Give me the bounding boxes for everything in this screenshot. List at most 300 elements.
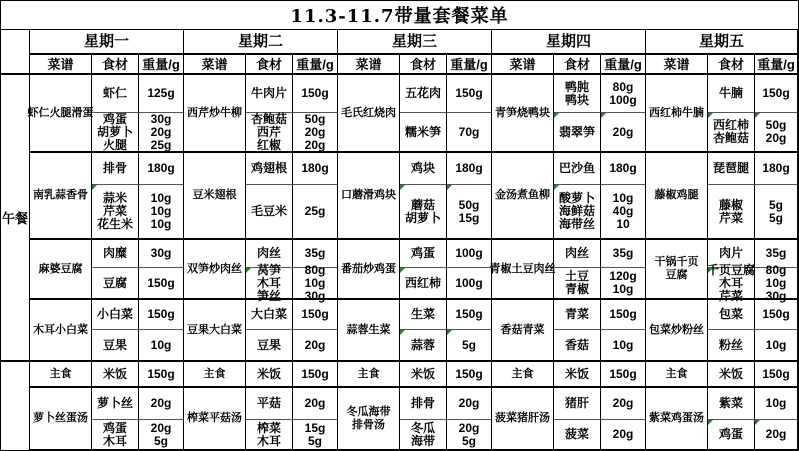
cell-text-line: 20g [458,420,480,435]
ingredient-cell [400,75,447,113]
ingredient-rows [92,240,184,300]
cell-text-line: 紫菜鸡蛋汤 [649,412,704,424]
cell-text-line: 青笋烧鸭块 [495,106,550,119]
weight-cell [601,268,646,300]
cell-text-line: 150g [301,307,329,321]
cell-text-line: 蒜蓉 [410,337,435,352]
ingredient-cell [708,388,755,420]
weight-cell [139,388,184,420]
col-header: 食材 [92,55,139,75]
col-header: 菜谱 [646,55,708,75]
day-header: 星期一 [30,30,184,55]
weight-cell [139,300,184,330]
cell-text-line: 青椒土豆肉丝 [489,262,556,275]
cell-text-line: 15g [304,420,326,435]
dish-name-cell [184,300,246,362]
ingredient-cell [554,75,601,113]
ingredient-row [92,113,184,153]
ingredient-row [400,240,492,268]
day-column [489,30,646,451]
cell-text-line: 青菜 [564,307,589,321]
ingredient-row [92,420,184,451]
cell-text-line: 10g [612,191,634,205]
weight-cell [755,300,798,330]
ingredient-cell [708,300,755,330]
ingredient-row [554,153,646,185]
ingredient-row [554,185,646,240]
cell-text-line: 150g [455,366,483,381]
cell-text-line: 20g [612,124,634,139]
cell-text-line: 杏鲍菇 [712,131,749,145]
ingredient-rows [400,300,492,362]
day-header: 星期四 [492,30,646,55]
dish-name-cell [646,388,708,451]
cell-text-line: 20g [150,420,172,435]
cell-text-line: 主食 [665,367,688,380]
ingredient-row [246,75,338,113]
ingredient-cell [246,113,293,153]
dish-name-cell [338,240,400,300]
ingredient-row [708,300,798,330]
day-column [646,30,798,451]
cell-text-line: 木耳小白菜 [33,323,88,336]
ingredient-cell [554,300,601,330]
dish-group [30,153,184,240]
cell-text-line: 20g [150,396,172,410]
ingredient-row [708,113,798,153]
cell-text-line: 毛氏红烧肉 [341,106,396,119]
ingredient-cell [554,268,601,300]
dish-group [184,153,338,240]
cell-text-line: 排骨汤 [352,418,385,431]
cell-text-line: 豆果 [102,337,127,352]
cell-text-line: 10g [150,217,172,231]
col-header: 重量/g [293,55,338,75]
ingredient-row [708,153,798,185]
comment-flag-icon [708,113,713,118]
ingredient-rows [92,388,184,451]
ingredient-row [707,262,798,303]
ingredient-rows [92,300,184,362]
dish-name-cell [30,362,92,388]
dish-group [338,75,492,153]
ingredient-cell [400,240,447,268]
cell-text-line: 180g [762,161,790,175]
ingredient-rows [400,153,492,240]
cell-text-line: 杏鲍菇 [250,111,287,126]
cell-text-line: 南乳蒜香骨 [33,189,88,201]
weight-cell [139,420,184,451]
dish-name-cell [30,300,92,362]
cell-text-line: 120g [609,269,637,283]
weight-cell [755,75,798,113]
dish-name-cell [338,300,400,362]
cell-text-line: 10 [616,217,630,231]
cell-text-line: 酸萝卜 [558,191,595,205]
ingredient-cell [400,420,447,451]
dish-group [492,300,646,362]
cell-text-line: 10g [765,275,787,290]
ingredient-cell [400,113,447,153]
ingredient-cell [554,420,601,451]
day-column [27,30,184,451]
cell-text-line: 30g [765,288,787,303]
ingredient-cell [92,300,139,330]
ingredient-cell [708,75,755,113]
dish-name-cell [184,240,246,300]
ingredient-rows [554,240,646,300]
ingredient-row [246,262,338,303]
ingredient-cell [400,362,447,388]
cell-text-line: 冬瓜 [410,420,435,435]
cell-text-line: 180g [455,161,483,175]
ingredient-row [708,420,798,451]
cell-text-line: 西芹 [256,124,281,139]
cell-text-line: 30g [150,246,172,260]
ingredient-rows [708,362,798,388]
dish-name-cell [30,240,92,300]
cell-text-line: 鸡翅根 [250,161,287,175]
dish-name-cell [338,362,400,388]
ingredient-row [400,420,492,451]
cell-text-line: 150g [147,307,175,321]
cell-text-line: 米饭 [564,366,589,381]
weight-cell [293,262,338,303]
cell-text-line: 主食 [357,367,380,380]
comment-flag-icon [601,113,606,118]
weight-cell [601,388,646,420]
day-column [184,30,338,451]
weight-cell [601,113,646,153]
cell-text-line: 180g [147,161,175,175]
column-header-row [30,55,184,75]
cell-text-line: 150g [455,86,483,100]
weight-cell [755,153,798,185]
cell-text-line: 藤椒 [718,197,743,212]
ingredient-row [708,388,798,420]
cell-text-line: 30g [304,288,326,303]
cell-text-line: 菠菜猪肝汤 [495,412,550,424]
weight-cell [447,75,492,113]
cell-text-line: 粉丝 [718,337,743,352]
cell-text-line: 70g [458,124,480,139]
dish-name-cell [646,362,708,388]
cell-text-line: 西芹炒牛柳 [187,106,242,119]
cell-text-line: 10g [304,275,326,290]
dish-name-cell [492,153,554,240]
cell-text-line: 海鲜菇 [558,204,595,218]
weight-cell [447,185,492,240]
ingredient-cell [554,153,601,185]
ingredient-cell [246,75,293,113]
dish-group [492,153,646,240]
ingredient-row [92,75,184,113]
dish-name-cell [184,75,246,153]
cell-text-line: 豆腐 [665,269,688,281]
col-header: 菜谱 [184,55,246,75]
weight-cell [755,420,798,451]
ingredient-cell [554,388,601,420]
ingredient-row [246,330,338,362]
cell-text-line: 毛豆米 [250,204,287,218]
column-header-row [338,55,492,75]
cell-text-line: 150g [147,275,175,290]
cell-text-line: 翡翠笋 [558,124,595,139]
cell-text-line: 35g [612,246,634,260]
weight-cell [447,330,492,362]
weight-cell [139,362,184,388]
cell-text-line: 米饭 [410,366,435,381]
cell-text-line: 肉丝 [564,246,589,260]
cell-text-line: 大白菜 [250,307,287,321]
cell-text-line: 150g [762,86,790,100]
weight-cell [447,388,492,420]
column-header-row [184,55,338,75]
cell-text-line: 主食 [203,367,226,380]
ingredient-cell [554,330,601,362]
weight-cell [755,388,798,420]
ingredient-cell [554,240,601,268]
ingredient-row [92,268,184,300]
cell-text-line: 35g [304,246,326,260]
ingredient-row [554,300,646,330]
weight-cell [447,268,492,300]
ingredient-rows [246,300,338,362]
cell-text-line: 西红柿 [404,275,441,290]
ingredient-row [554,113,646,153]
cell-text-line: 5g [461,337,476,352]
dish-group [646,388,798,451]
ingredient-cell [708,185,755,240]
cell-text-line: 5g [307,433,322,448]
weight-cell [601,185,646,240]
meal-gutter-column [1,30,30,451]
ingredient-cell [92,240,139,268]
ingredient-cell [554,185,601,240]
cell-text-line: 肉片 [718,246,743,260]
dish-group [492,388,646,451]
ingredient-row [92,388,184,420]
cell-text-line: 30g [150,111,172,126]
dish-name-cell [646,300,708,362]
ingredient-cell [708,153,755,185]
ingredient-cell [246,185,293,240]
ingredient-row [708,75,798,113]
ingredient-rows [400,240,492,300]
weight-cell [601,362,646,388]
cell-text-line: 排骨 [410,396,435,410]
ingredient-row [246,420,338,451]
cell-text-line: 5g [461,433,476,448]
ingredient-rows [554,388,646,451]
weight-cell [447,113,492,153]
ingredient-rows [246,388,338,451]
ingredient-rows [554,362,646,388]
dish-group [338,153,492,240]
cell-text-line: 20g [304,137,326,152]
ingredient-cell [708,420,755,451]
day-column [338,30,492,451]
weight-cell [293,362,338,388]
gutter-spacer-cell [1,30,30,75]
ingredient-rows [708,388,798,451]
cell-text-line: 萝卜丝蛋汤 [33,412,88,424]
cell-text-line: 木耳 [256,275,281,290]
cell-text-line: 150g [147,366,175,381]
ingredient-rows [92,362,184,388]
cell-text-line: 15g [458,210,480,225]
cell-text-line: 包菜 [718,307,743,321]
weight-cell [293,153,338,185]
weight-cell [601,300,646,330]
ingredient-cell [707,262,756,303]
ingredient-rows [246,153,338,240]
ingredient-cell [246,262,293,303]
cell-text-line: 5g [768,197,783,212]
ingredient-row [400,388,492,420]
col-header: 重量/g [447,55,492,75]
ingredient-cell [246,388,293,420]
weight-cell [293,300,338,330]
day-header: 星期三 [338,30,492,55]
cell-text-line: 排骨 [102,161,127,175]
cell-text-line: 青椒 [564,282,589,296]
dish-group [184,75,338,153]
cell-text-line: 125g [147,86,175,100]
col-header: 食材 [400,55,447,75]
ingredient-row [246,388,338,420]
cell-text-line: 100g [609,92,637,107]
cell-text-line: 米饭 [256,366,281,381]
cell-text-line: 麻婆豆腐 [38,262,83,275]
weight-cell [601,153,646,185]
ingredient-cell [92,330,139,362]
ingredient-row [708,330,798,362]
cell-text-line: 虾仁火腿滑蛋 [27,106,94,119]
cell-text-line: 笋丝 [256,288,281,303]
cell-text-line: 蒜蓉生菜 [346,323,391,336]
weight-cell [293,75,338,113]
ingredient-row [246,362,338,388]
weight-cell [293,185,338,240]
ingredient-cell [400,268,447,300]
cell-text-line: 木耳 [102,433,127,448]
cell-text-line: 180g [301,161,329,175]
ingredient-row [708,362,798,388]
cell-text-line: 20g [612,396,634,410]
dish-group [184,362,338,388]
dish-group [646,75,798,153]
menu-table [1,30,798,451]
ingredient-rows [554,153,646,240]
weight-cell [293,330,338,362]
cell-text-line: 萝卜丝 [96,396,133,410]
col-header: 菜谱 [338,55,400,75]
cell-text-line: 榨菜平菇汤 [187,412,242,424]
cell-text-line: 西红柿牛腩 [649,106,704,119]
comment-flag-icon [246,268,251,273]
weight-cell [139,75,184,113]
cell-text-line: 10g [765,396,787,410]
dish-name-cell [184,388,246,451]
cell-text-line: 芹菜 [102,204,127,218]
cell-text-line: 西红柿 [712,118,749,132]
cell-text-line: 土豆 [564,269,589,283]
cell-text-line: 20g [304,337,326,352]
cell-text-line: 150g [301,366,329,381]
dish-name-cell [27,75,94,153]
cell-text-line: 25g [150,137,172,152]
dish-group [646,300,798,362]
weight-cell [755,330,798,362]
ingredient-rows [92,75,184,153]
cell-text-line: 牛肉片 [250,86,287,100]
cell-text-line: 火腿 [102,137,127,152]
ingredient-row [554,330,646,362]
cell-text-line: 猪肝 [564,396,589,410]
ingredient-row [246,185,338,240]
cell-text-line: 五花肉 [404,86,441,100]
col-header: 重量/g [139,55,184,75]
cell-text-line: 豆腐 [102,275,127,290]
ingredient-row [400,268,492,300]
cell-text-line: 10g [612,282,634,296]
weight-cell [755,185,798,240]
cell-text-line: 金汤煮鱼柳 [495,189,550,201]
ingredient-cell [400,300,447,330]
cell-text-line: 180g [609,161,637,175]
weight-cell [601,75,646,113]
dish-group [338,240,492,300]
cell-text-line: 鸡块 [410,161,435,175]
ingredient-row [246,153,338,185]
weight-cell [755,113,798,153]
cell-text-line: 10g [150,337,172,352]
ingredient-cell [92,113,139,153]
ingredient-row [708,185,798,240]
ingredient-cell [554,362,601,388]
ingredient-cell [246,420,293,451]
ingredient-rows [554,75,646,153]
cell-text-line: 20g [150,124,172,139]
dish-group [646,240,798,303]
ingredient-row [554,240,646,268]
weight-cell [447,240,492,268]
col-header: 重量/g [755,55,798,75]
weight-cell [755,262,798,303]
cell-text-line: 双笋炒肉丝 [187,262,242,275]
cell-text-line: 10g [150,191,172,205]
ingredient-cell [708,362,755,388]
dish-name-cell [492,300,554,362]
dish-name-cell [338,75,400,153]
ingredient-row [554,362,646,388]
weight-cell [293,113,338,153]
weight-cell [447,420,492,451]
ingredient-row [92,185,184,240]
gutter-bottom-cell [1,362,30,451]
cell-text-line: 80g [765,262,787,277]
cell-text-line: 米饭 [102,366,127,381]
comment-flag-icon [554,113,559,118]
cell-text-line: 150g [301,86,329,100]
ingredient-row [554,75,646,113]
cell-text-line: 巴沙鱼 [558,161,595,175]
dish-group [184,388,338,451]
ingredient-row [92,362,184,388]
cell-text-line: 80g [304,262,326,277]
cell-text-line: 蒜米 [102,191,127,205]
